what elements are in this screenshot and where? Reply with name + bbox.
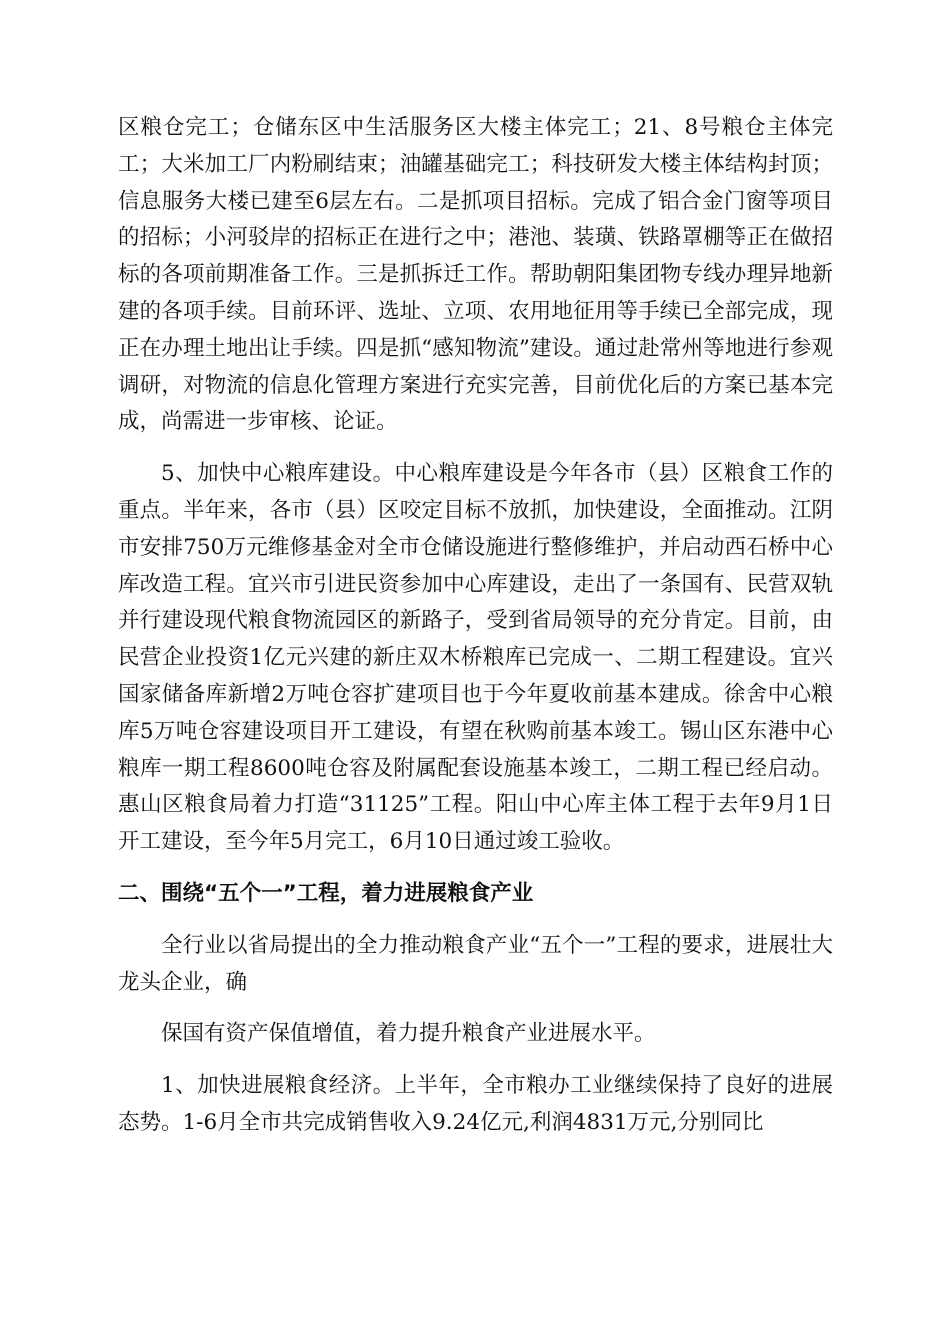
paragraph-grain-economy: 1、加快进展粮食经济。上半年，全市粮办工业继续保持了良好的进展态势。1-6月全市共完成销售收入9.24亿元,利润4831万元,分别同比 xyxy=(118,1073,833,1135)
paragraph-central-granary: 5、加快中心粮库建设。中心粮库建设是今年各市（县）区粮食工作的重点。半年来，各市（县）区咬定目标不放抓，加快建设，全面推动。江阴市安排750万元维修基金对全市仓储设施进行整修维护，并启动西石桥中心库改造工程。宜兴市引进民资参加中心库建设，走出了一条国有、民营双轨并行建设现代粮食物流园区的新路子，受到省局领导的充分肯定。目前，由民营企业投资1亿元兴建的新庄双木桥粮库已完成一、二期工程建设。宜兴国家储备库新增2万吨仓容扩建项目也于今年夏收前基本建成。徐舍中心粮库5万吨仓容建设项目开工建设，有望在秋购前基本竣工。锡山区东港中心粮库一期工程8600吨仓容及附属配套设施基本竣工，二期工程已经启动。惠山区粮食局着力打造“31125”工程。阳山中心库主体工程于去年9月1日开工建设，至今年5月完工，6月10日通过竣工验收。 xyxy=(118,461,833,855)
document-page xyxy=(118,110,833,1142)
paragraph-industry-intro: 全行业以省局提出的全力推动粮食产业“五个一”工程的要求，进展壮大龙头企业，确 xyxy=(118,932,833,995)
section-heading-two: 二、围绕“五个一”工程，着力进展粮食产业 xyxy=(118,880,534,906)
paragraph-logistics-progress: 区粮仓完工；仓储东区中生活服务区大楼主体完工；21、8号粮仓主体完工；大米加工厂内粉刷结束；油罐基础完工；科技研发大楼主体结构封顶；信息服务大楼已建至6层左右。二是抓项目招标。完成了铝合金门窗等项目的招标；小河驳岸的招标正在进行之中；港池、装璜、铁路罩棚等正在做招标的各项前期准备工作。三是抓拆迁工作。帮助朝阳集团物专线办理异地新建的各项手续。目前环评、选址、立项、农用地征用等手续已全部完成，现正在办理土地出让手续。四是抓“感知物流”建设。通过赴常州等地进行参观调研，对物流的信息化管理方案进行充实完善，目前优化后的方案已基本完成，尚需进一步审核、论证。 xyxy=(118,115,833,435)
paragraph-asset-value: 保国有资产保值增值，着力提升粮食产业进展水平。 xyxy=(161,1021,656,1047)
